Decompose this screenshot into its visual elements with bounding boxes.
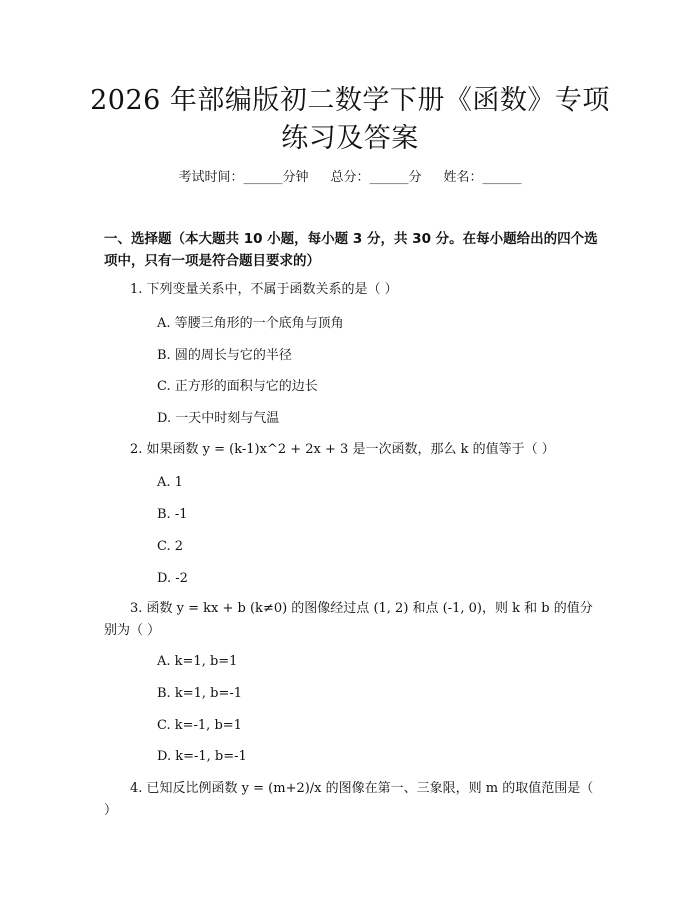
question-2-option-c: C. 2 [157,539,184,554]
question-1-option-a: A. 等腰三角形的一个底角与顶角 [157,316,344,331]
question-4-stem: 4. 已知反比例函数 y = (m+2)/x 的图像在第一、三象限，则 m 的取值范围是（ ） [104,781,594,818]
page-title: 2026 年部编版初二数学下册《函数》专项练习及答案 [90,85,610,154]
question-3-option-d: D. k=-1, b=-1 [157,749,247,764]
exam-time-field: 考试时间：______分钟 [178,170,309,185]
question-3-option-c: C. k=-1, b=1 [157,718,242,733]
question-1-stem: 1. 下列变量关系中，不属于函数关系的是（ ） [130,282,398,297]
student-name-field: 姓名：______ [443,170,522,185]
question-1-option-d: D. 一天中时刻与气温 [157,411,280,426]
section-heading-multiple-choice: 一、选择题（本大题共 10 小题，每小题 3 分，共 30 分。在每小题给出的四个选项中，只有一项是符合题目要求的） [104,231,598,269]
question-2-option-d: D. -2 [157,571,188,586]
exam-info-row [0,168,700,188]
question-3-stem: 3. 函数 y = kx + b (k≠0) 的图像经过点 (1, 2) 和点 (-1, 0)，则 k 和 b 的值分别为（ ） [104,601,593,638]
question-2-option-b: B. -1 [157,507,188,522]
question-2-stem: 2. 如果函数 y = (k-1)x^2 + 2x + 3 是一次函数，那么 k 的值等于（ ） [130,442,555,457]
question-3-option-b: B. k=1, b=-1 [157,686,243,701]
total-score-field: 总分：______分 [330,170,422,185]
question-1-option-b: B. 圆的周长与它的半径 [157,348,292,363]
question-3-option-a: A. k=1, b=1 [157,654,238,669]
question-1-option-c: C. 正方形的面积与它的边长 [157,379,318,394]
question-2-option-a: A. 1 [157,475,183,490]
